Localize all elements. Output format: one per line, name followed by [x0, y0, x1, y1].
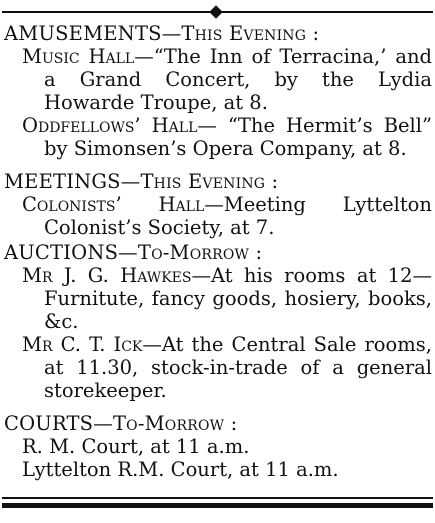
notice-entry: [4, 45, 432, 114]
rule-line-thin: [2, 497, 433, 499]
notice-entry: [4, 435, 432, 458]
top-ornamental-rule: [2, 6, 433, 18]
notices-list: [4, 22, 432, 481]
heading-sub: —To-Morrow :: [93, 412, 238, 435]
heading-main: AMUSEMENTS: [4, 22, 162, 45]
bottom-double-rule: [2, 497, 433, 511]
section-heading: [4, 170, 432, 193]
notice-text: —“The Inn of Terracina,’ and a Grand Concert, by the Lydia Howarde Troupe, at 8.: [44, 45, 432, 114]
venue-name: Music Hall: [22, 45, 135, 68]
section-meetings: [4, 170, 432, 239]
notice-entry: [4, 333, 432, 402]
section-heading: [4, 412, 432, 435]
section-auctions: [4, 241, 432, 402]
notice-entry: [4, 264, 432, 333]
diamond-ornament-icon: [209, 5, 223, 19]
notice-text: —At the Central Sale rooms, at 11.30, stock-in-trade of a general storekeeper.: [44, 333, 432, 402]
heading-sub: —This Evening :: [120, 170, 279, 193]
heading-main: AUCTIONS: [4, 241, 119, 264]
section-heading: [4, 22, 432, 45]
heading-sub: —To-Morrow :: [118, 241, 263, 264]
notice-entry: [4, 114, 432, 160]
rule-line-thick: [2, 503, 433, 508]
auctioneer-name: Mr J. G. Hawkes: [22, 264, 192, 287]
venue-name: Colonists’ Hall: [22, 193, 205, 216]
notice-entry: [4, 193, 432, 239]
notice-text: —At his rooms at 12—Furnitute, fancy goods, hosiery, books, &c.: [44, 264, 432, 333]
notice-text: —Meeting Lyttelton Colonist’s Society, at 7.: [44, 193, 432, 239]
section-heading: [4, 241, 432, 264]
auctioneer-name: Mr C. T. Ick: [22, 333, 143, 356]
notice-text: Lyttelton R.M. Court, at 11 a.m.: [22, 458, 339, 481]
venue-name: Oddfellows’ Hall: [22, 114, 198, 137]
notice-text: — “The Hermit’s Bell” by Simonsen’s Opera Company, at 8.: [44, 114, 433, 160]
section-courts: [4, 412, 432, 481]
heading-main: MEETINGS: [4, 170, 121, 193]
section-amusements: [4, 22, 432, 160]
heading-main: COURTS: [4, 412, 94, 435]
heading-sub: —This Evening :: [161, 22, 320, 45]
notice-entry: [4, 458, 432, 481]
notice-text: R. M. Court, at 11 a.m.: [22, 435, 250, 458]
